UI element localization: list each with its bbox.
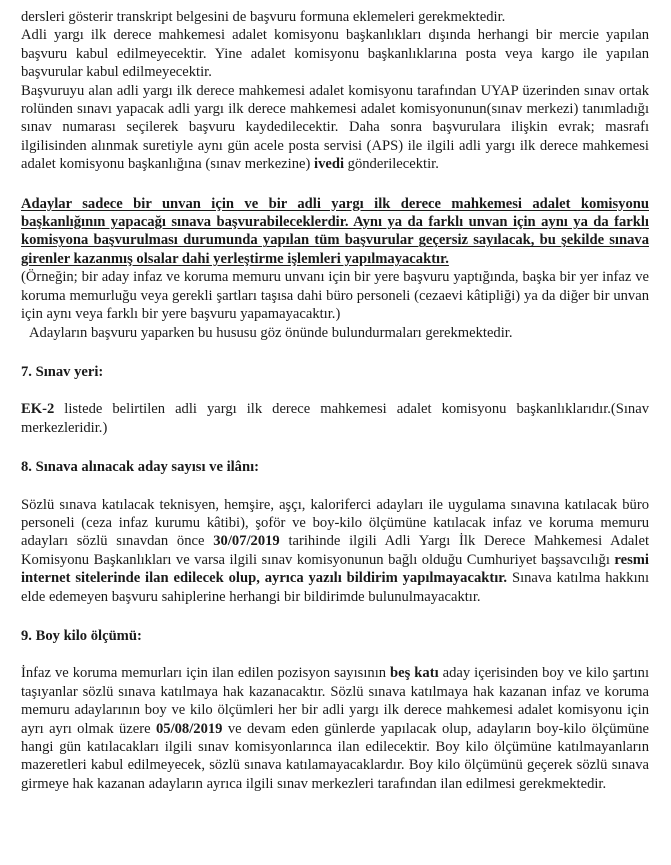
warning-example: (Örneğin; bir aday infaz ve koruma memuru unvanı için bir yere başvuru yaptığında, başka bir yer infaz ve koruma memurluğu veya gerekli şartları taşısa dahi büro personeli (cezaevi kâtipliği) ya da diğer bir unvan için aynı veya farklı bir yere başvuru yapamayacaktır.) [21, 269, 649, 323]
intro-paragraph-application-venue: Adli yargı ilk derece mahkemesi adalet komisyonu başkanlıkları dışında herhangi bir mercie yapılan başvuru kabul edilmeyecektir. Yine adalet komisyonu başkanlıklarına posta veya kargo ile yapılan başvurular kabul edilmeyecektir. [21, 27, 649, 81]
section-7-text: listede belirtilen adli yargı ilk derece mahkemesi adalet komisyonu başkanlıklarıdır.(Sınav merkezleridir.) [21, 401, 649, 436]
section-9-heading: 9. Boy kilo ölçümü: [21, 627, 142, 644]
section-9-date: 05/08/2019 [155, 720, 223, 737]
section-8-date: 30/07/2019 [213, 533, 280, 550]
warning-reminder: Adayların başvuru yaparken bu hususu göz önünde bulundurmaları gerekmektedir. [29, 324, 513, 341]
intro-paragraph-uyap-registration [21, 82, 649, 174]
section-8-text-c: Sınava katılma hakkını elde edemeyen başvuru sahiplerine herhangi bir bildirimde bulunulmayacaktır. [21, 570, 650, 605]
section-8-text-b: tarihinde ilgili Adli Yargı İlk Derece Mahkemesi Adalet Komisyonu Başkanlıkları ve varsa ilgili sınav komisyonunun bağlı olduğu Cumhuriyet başsavcılığı [21, 533, 649, 568]
section-9-multiplier-bold: beş katı [390, 665, 439, 682]
spacer [21, 606, 649, 627]
section-9-body [21, 664, 649, 793]
ivedi-bold: ivedi [314, 156, 345, 173]
spacer [21, 477, 649, 496]
section-8-notice-bold: resmi internet sitelerinde ilan edilecek olup, ayrıca yazılı bildirim yapılmayacaktır. [21, 551, 649, 587]
intro-paragraph-transcript: dersleri gösterir transkript belgesini de başvuru formuna eklemeleri gerekmektedir. [21, 9, 506, 25]
uyap-registration-end: gönderilecektir. [344, 156, 439, 173]
section-7-heading: 7. Sınav yeri: [21, 363, 104, 380]
section-9-text-c: ve devam eden günlerde yapılacak olup, adayların boy-kilo ölçümüne hangi gün katılacakları ilgili sınav komisyonlarınca ilan edilecektir. Boy kilo ölçümüne katılmayanların mazeretleri kabul edilmeyecek, sözlü sınava katılamayacaklardır. Boy kilo ölçümünü geçerek sözlü sınava girmeye hak kazanan adayların ayrıca ilgili sınav merkezleri tarafından ilan edilmesi gerekmektedir. [21, 720, 649, 792]
section-8-heading: 8. Sınava alınacak aday sayısı ve ilânı: [21, 459, 260, 476]
section-7-body [21, 400, 649, 437]
section-9-text-a: İnfaz ve koruma memurları için ilan edilen pozisyon sayısının [21, 665, 391, 682]
section-8-body [21, 496, 649, 606]
uyap-registration-text: Başvuruyu alan adli yargı ilk derece mahkemesi adalet komisyonu tarafından UYAP üzerinden sınav ortak rolünden sınavı yapacak adli yargı ilk derece mahkemesi adalet komisyonunun(sınav merkezi) tanımladığı sınav numarası seçilerek başvuru kaydedilecektir. Daha sonra başvurulara ilişkin evrak; masrafı ilgilisinden alınmak suretiyle aynı gün acele posta servisi (APS) ile ilgili adli yargı ilk derece mahkemesi adalet komisyonu başkanlığına (sınav merkezine) [21, 82, 649, 173]
spacer [21, 174, 649, 195]
spacer [21, 645, 649, 664]
spacer [21, 437, 649, 458]
spacer [21, 381, 649, 400]
section-9-text-b: aday içerisinden boy ve kilo şartını taşıyanlar sözlü sınava katılmaya hak kazanacaktır. Sözlü sınava katılmaya hak kazanan infaz ve koruma memuru adaylarının boy ve kilo ölçümleri her bir adli yargı ilk derece mahkemesi adalet komisyonu için ayrı ayrı olmak üzere [21, 665, 650, 737]
spacer [21, 342, 649, 363]
ek2-bold: EK-2 [21, 401, 55, 418]
single-application-warning: Adaylar sadece bir unvan için ve bir adli yargı ilk derece mahkemesi adalet komisyonu başkanlığının yapacağı sınava başvurabileceklerdir. Aynı ya da farklı unvan için aynı ya da farklı komisyona başvurulması durumunda yapılan tüm başvurular geçersiz sayılacak, bu şekilde sınava girenler kazanmış olsalar dahi yerleştirme işlemleri yapılmayacaktır. [21, 195, 649, 267]
section-8-text-a: Sözlü sınava katılacak teknisyen, hemşire, aşçı, kaloriferci adayları ile uygulama sınavına katılacak büro personeli (ceza infaz kurumu kâtibi), şoför ve boy-kilo ölçümüne katılacak infaz ve koruma memuru adayları sözlü sınavdan önce [21, 496, 649, 550]
